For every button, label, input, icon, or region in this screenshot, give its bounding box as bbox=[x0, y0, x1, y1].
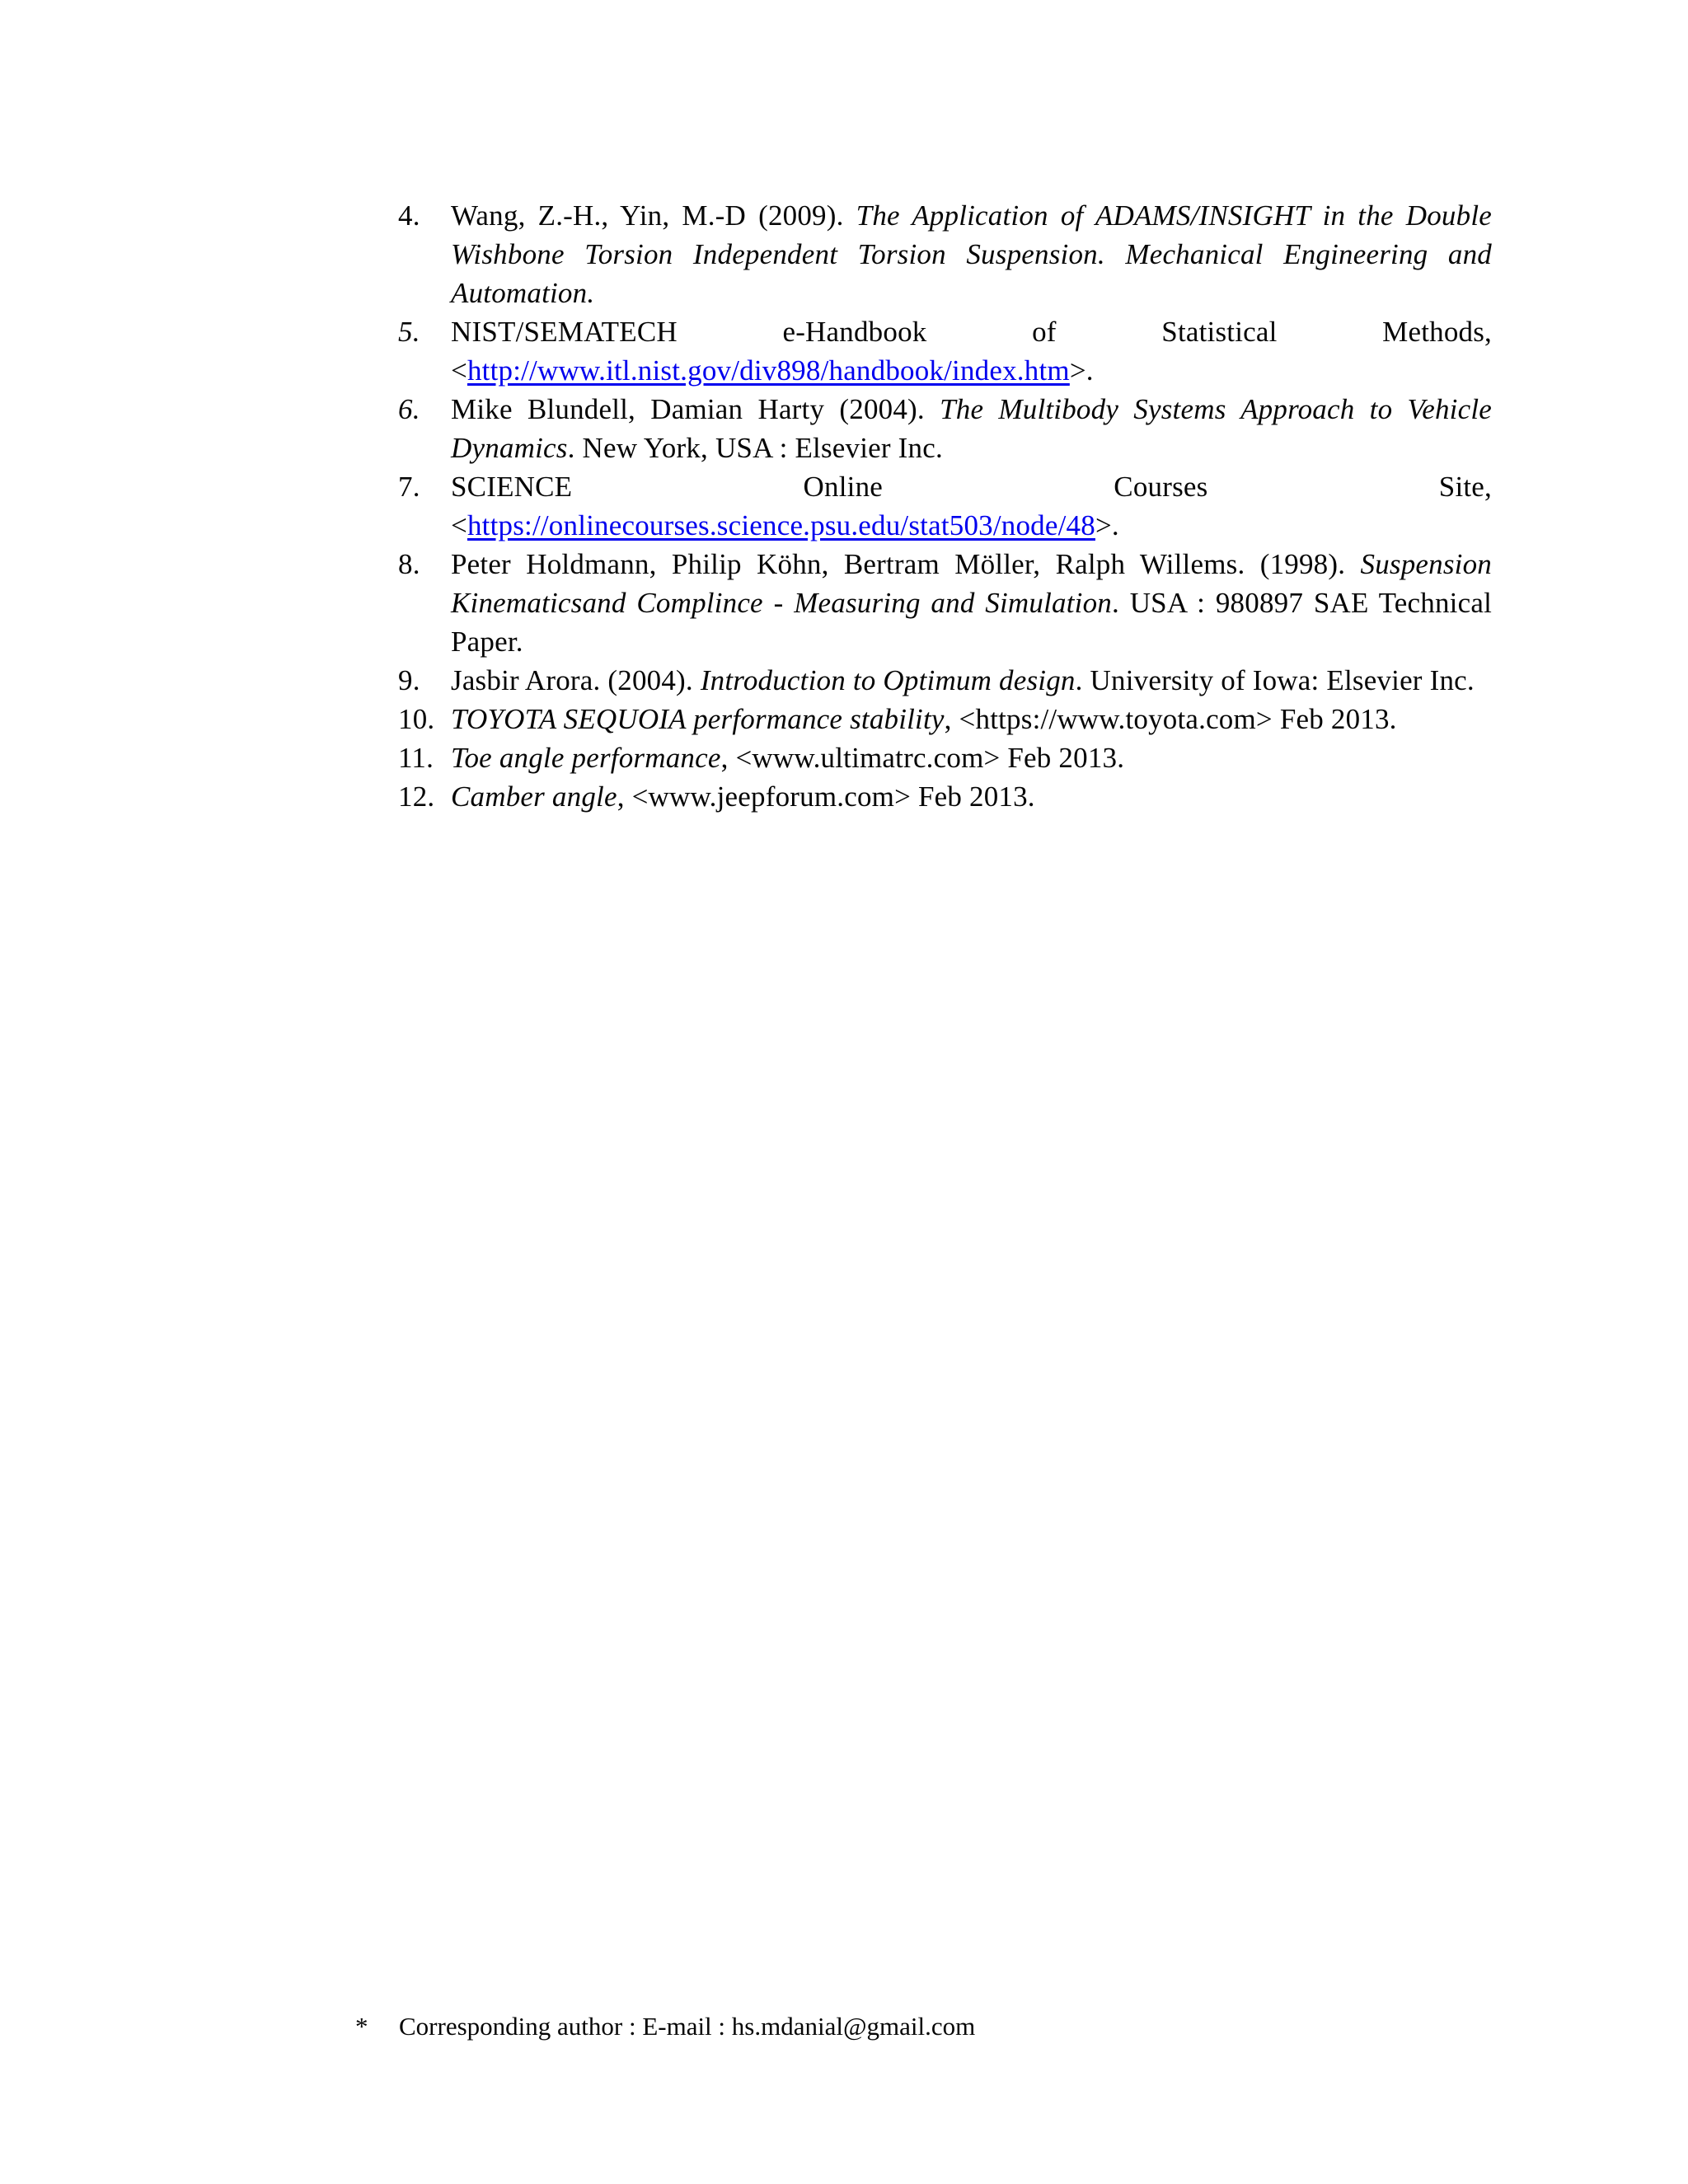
reference-segment: >. bbox=[1095, 509, 1119, 541]
footnote-text: Corresponding author : E-mail : hs.mdanial@gmail.com bbox=[399, 2012, 976, 2041]
reference-item bbox=[398, 312, 1492, 390]
reference-text bbox=[451, 390, 1492, 467]
reference-item bbox=[398, 390, 1492, 467]
reference-segment: Toe angle performance bbox=[451, 742, 721, 774]
reference-segment: . University of Iowa: Elsevier Inc. bbox=[1075, 664, 1475, 696]
reference-segment: The Multibody Systems Approach to Vehicle Dynamics bbox=[451, 393, 1492, 464]
references-list bbox=[398, 196, 1492, 816]
reference-number: 7. bbox=[398, 471, 420, 503]
reference-segment: Suspension Kinematicsand Complince - Measuring and Simulation bbox=[451, 548, 1492, 619]
reference-segment: >. bbox=[1069, 354, 1094, 387]
reference-link[interactable]: http://www.itl.nist.gov/div898/handbook/index.htm bbox=[467, 354, 1070, 387]
reference-item bbox=[398, 738, 1492, 777]
footnote-marker: * bbox=[355, 2012, 368, 2041]
reference-text bbox=[451, 700, 1492, 738]
reference-segment: Camber angle bbox=[451, 780, 617, 813]
reference-number: 6. bbox=[398, 393, 420, 425]
footnote bbox=[355, 2009, 1509, 2044]
reference-segment: , <www.jeepforum.com> Feb 2013. bbox=[617, 780, 1035, 813]
reference-segment: Peter Holdmann, Philip Köhn, Bertram Möller, Ralph Willems. (1998). bbox=[451, 548, 1361, 580]
reference-segment: Introduction to Optimum design bbox=[700, 664, 1076, 696]
reference-number: 5. bbox=[398, 316, 420, 348]
reference-text bbox=[451, 467, 1492, 545]
reference-segment: Wang, Z.-H., Yin, M.-D (2009). bbox=[451, 199, 856, 232]
reference-item bbox=[398, 661, 1492, 700]
reference-text bbox=[451, 738, 1492, 777]
reference-segment: TOYOTA SEQUOIA performance stability bbox=[451, 703, 945, 735]
reference-segment: SCIENCE Online Courses Site, < bbox=[451, 471, 1492, 541]
reference-segment: The Application of ADAMS/INSIGHT in the Double Wishbone Torsion Independent Torsion Suspension. Mechanical Engineering and Automation. bbox=[451, 199, 1492, 309]
reference-segment: . USA : 980897 SAE Technical Paper. bbox=[451, 587, 1492, 658]
reference-number: 4. bbox=[398, 199, 420, 232]
reference-segment: Jasbir Arora. (2004). bbox=[451, 664, 701, 696]
reference-number: 10. bbox=[398, 703, 435, 735]
reference-number: 11. bbox=[398, 742, 434, 774]
reference-text bbox=[451, 196, 1492, 312]
reference-segment: Mike Blundell, Damian Harty (2004). bbox=[451, 393, 940, 425]
reference-number: 12. bbox=[398, 780, 435, 813]
reference-link[interactable]: https://onlinecourses.science.psu.edu/stat503/node/48 bbox=[467, 509, 1095, 541]
reference-item bbox=[398, 196, 1492, 312]
reference-segment: , <www.ultimatrc.com> Feb 2013. bbox=[720, 742, 1125, 774]
reference-number: 8. bbox=[398, 548, 420, 580]
reference-item bbox=[398, 467, 1492, 545]
reference-segment: . New York, USA : Elsevier Inc. bbox=[567, 432, 943, 464]
reference-item bbox=[398, 700, 1492, 738]
reference-text bbox=[451, 777, 1492, 816]
reference-item bbox=[398, 545, 1492, 661]
reference-text bbox=[451, 661, 1492, 700]
reference-segment: NIST/SEMATECH e-Handbook of Statistical Methods, < bbox=[451, 316, 1492, 387]
reference-text bbox=[451, 312, 1492, 390]
reference-text bbox=[451, 545, 1492, 661]
reference-segment: , <https://www.toyota.com> Feb 2013. bbox=[944, 703, 1397, 735]
reference-number: 9. bbox=[398, 664, 420, 696]
reference-item bbox=[398, 777, 1492, 816]
